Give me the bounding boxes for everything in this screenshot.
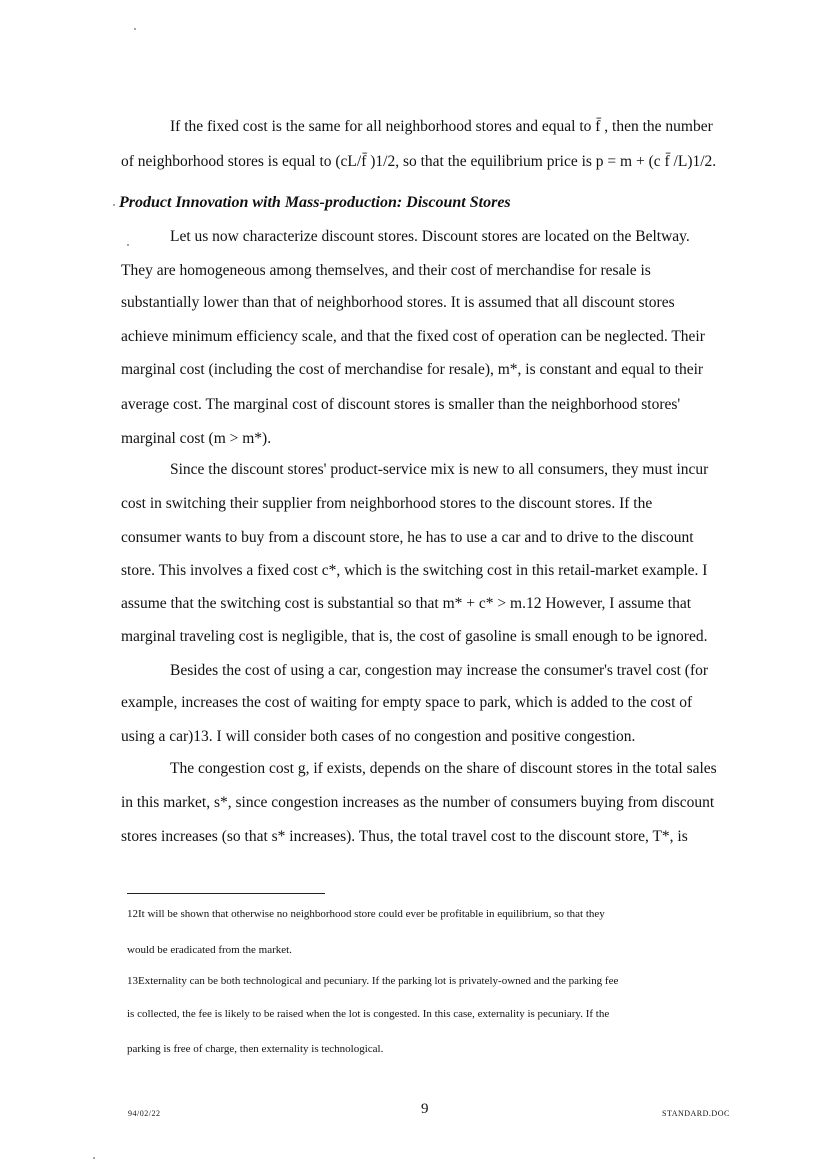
paragraph-line: stores increases (so that s* increases). Thus, the total travel cost to the discount store, T*, is bbox=[121, 828, 688, 845]
paragraph-line: They are homogeneous among themselves, and their cost of merchandise for resale is bbox=[121, 262, 651, 279]
page-number: 9 bbox=[421, 1101, 429, 1117]
paragraph-line: marginal cost (including the cost of merchandise for resale), m*, is constant and equal to their bbox=[121, 361, 704, 378]
footnote-line: would be eradicated from the market. bbox=[127, 944, 292, 956]
footnote-line: 13Externality can be both technological and pecuniary. If the parking lot is privately-owned and the parking fee bbox=[127, 975, 619, 987]
footnote-line: is collected, the fee is likely to be raised when the lot is congested. In this case, externality is pecuniary. If the bbox=[127, 1008, 610, 1020]
section-heading: Product Innovation with Mass-production: Discount Stores bbox=[119, 194, 511, 211]
paragraph-line: store. This involves a fixed cost c*, which is the switching cost in this retail-market example. I bbox=[121, 562, 708, 579]
paragraph-line: in this market, s*, since congestion increases as the number of consumers buying from discount bbox=[121, 794, 715, 811]
paragraph-line: Since the discount stores' product-service mix is new to all consumers, they must incur bbox=[170, 461, 709, 478]
paragraph-line: marginal cost (m > m*). bbox=[121, 430, 272, 447]
paragraph-line: achieve minimum efficiency scale, and that the fixed cost of operation can be neglected. Their bbox=[121, 328, 705, 345]
paragraph-line: of neighborhood stores is equal to (cL/f̄ )1/2, so that the equilibrium price is p = m + (c f̄ /L)1/2. bbox=[121, 153, 717, 170]
paragraph-line: average cost. The marginal cost of discount stores is smaller than the neighborhood stores' bbox=[121, 396, 681, 413]
paragraph-line: example, increases the cost of waiting for empty space to park, which is added to the cost of bbox=[121, 694, 693, 711]
scan-speck bbox=[127, 244, 129, 246]
footnote-line: parking is free of charge, then externality is technological. bbox=[127, 1043, 384, 1055]
scan-speck bbox=[113, 204, 115, 206]
paragraph-line: The congestion cost g, if exists, depends on the share of discount stores in the total sales bbox=[170, 760, 717, 777]
footer-filename: STANDARD.DOC bbox=[662, 1109, 730, 1118]
footer-date: 94/02/22 bbox=[128, 1109, 161, 1118]
footnote-separator bbox=[127, 893, 325, 894]
paragraph-line: Besides the cost of using a car, congestion may increase the consumer's travel cost (for bbox=[170, 662, 709, 679]
paragraph-line: using a car)13. I will consider both cases of no congestion and positive congestion. bbox=[121, 728, 636, 745]
paragraph-line: Let us now characterize discount stores. Discount stores are located on the Beltway. bbox=[170, 228, 690, 245]
paragraph-line: If the fixed cost is the same for all neighborhood stores and equal to f̄ , then the number bbox=[170, 118, 713, 135]
paragraph-line: substantially lower than that of neighborhood stores. It is assumed that all discount stores bbox=[121, 294, 675, 311]
paragraph-line: marginal traveling cost is negligible, that is, the cost of gasoline is small enough to be ignored. bbox=[121, 628, 708, 645]
scan-speck bbox=[134, 28, 136, 30]
paragraph-line: consumer wants to buy from a discount store, he has to use a car and to drive to the discount bbox=[121, 529, 694, 546]
scan-speck bbox=[93, 1157, 95, 1159]
paragraph-line: assume that the switching cost is substantial so that m* + c* > m.12 However, I assume that bbox=[121, 595, 692, 612]
footnote-line: 12It will be shown that otherwise no neighborhood store could ever be profitable in equilibrium, so that they bbox=[127, 908, 605, 920]
paragraph-line: cost in switching their supplier from neighborhood stores to the discount stores. If the bbox=[121, 495, 653, 512]
